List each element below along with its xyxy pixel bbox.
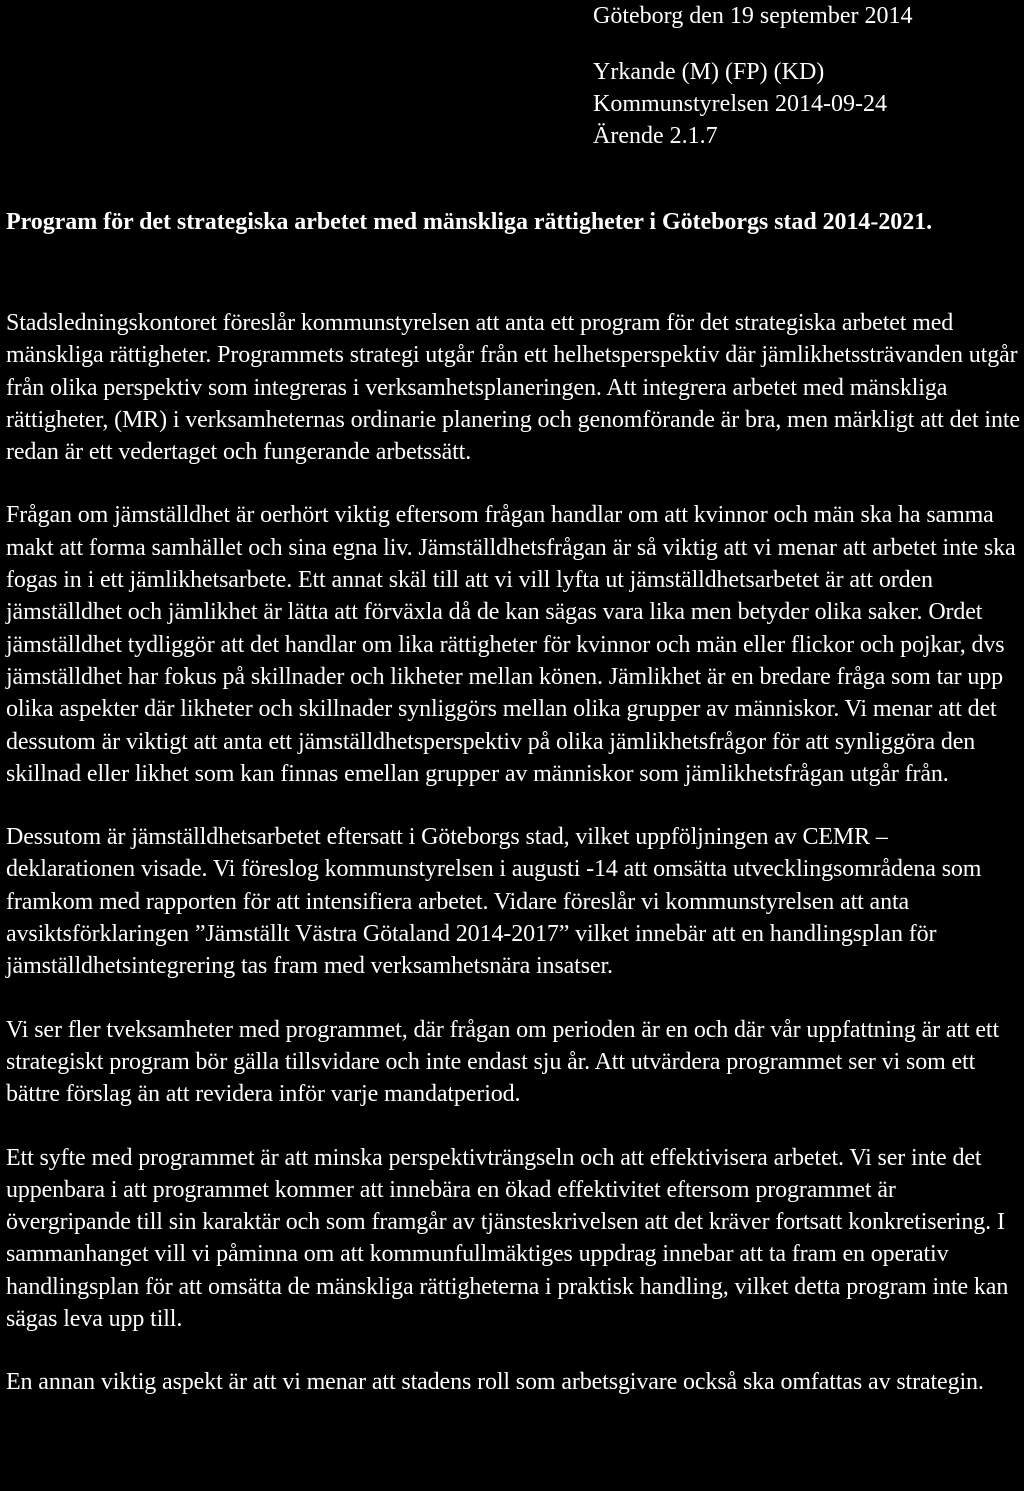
paragraph-5: Ett syfte med programmet är att minska perspektivträngseln och att effektivisera arbetet. Vi ser inte det uppenbara i att programmet kommer att innebära en ökad effektivitet eftersom programmet är övergripande till sin karaktär och som framgår av tjänsteskrivelsen att det kräver fortsatt konkretisering. I sammanhanget vill vi påminna om att kommunfullmäktiges uppdrag innebar att ta fram en operativ handlingsplan för att omsätta de mänskliga rättigheterna i praktisk handling, vilket detta program inte kan sägas leva upp till. [6, 1144, 1009, 1333]
document-header [593, 0, 1013, 152]
paragraph-2: Frågan om jämställdhet är oerhört viktig eftersom frågan handlar om att kvinnor och män ska ha samma makt att forma samhället och sina egna liv. Jämställdhetsfrågan är så viktig att vi menar att arbetet inte ska fogas in i ett jämlikhetsarbete. Ett annat skäl till att vi vill lyfta ut jämställdhetsarbetet är att orden jämställdhet och jämlikhet är lätta att förväxla då de kan sägas vara lika men betyder olika saker. Ordet jämställdhet tydliggör att det handlar om lika rättigheter för kvinnor och män eller flickor och pojkar, dvs jämställdhet har fokus på skillnader och likheter mellan könen. Jämlikhet är en bredare fråga som tar upp olika aspekter där likheter och skillnader synliggörs mellan olika grupper av människor. Vi menar att det dessutom är viktigt att anta ett jämställdhetsperspektiv på olika jämlikhetsfrågor för att synliggöra den skillnad eller likhet som kan finnas emellan grupper av människor som jämlikhetsfrågan utgår från. [6, 502, 1016, 787]
case-line: Ärende 2.1.7 [593, 123, 718, 149]
paragraph-3: Dessutom är jämställdhetsarbetet eftersatt i Göteborgs stad, vilket uppföljningen av CEMR – deklarationen visade. Vi föreslog kommunstyrelsen i augusti -14 att omsätta utvecklingsområdena som framkom med rapporten för att intensifiera arbetet. Vidare föreslår vi kommunstyrelsen att anta avsiktsförklaringen ”Jämställt Västra Götaland 2014-2017” vilket innebär att en handlingsplan för jämställdhetsintegrering tas fram med verksamhetsnära insatser. [6, 824, 982, 980]
document-title: Program för det strategiska arbetet med mänskliga rättigheter i Göteborgs stad 2014-2021. [6, 209, 933, 235]
meeting-line: Kommunstyrelsen 2014-09-24 [593, 91, 887, 117]
paragraph-4: Vi ser fler tveksamheter med programmet, där frågan om perioden är en och där vår uppfattning är att ett strategiskt program bör gälla tillsvidare och inte endast sju år. Att utvärdera programmet ser vi som ett bättre förslag än att revidera inför varje mandatperiod. [6, 1016, 1000, 1108]
document-body [6, 307, 1020, 1430]
paragraph-1: Stadsledningskontoret föreslår kommunstyrelsen att anta ett program för det strategiska arbetet med mänskliga rättigheter. Programmets strategi utgår från ett helhetsperspektiv där jämlikhetssträvanden utgår från olika perspektiv som integreras i verksamhetsplaneringen. Att integrera arbetet med mänskliga rättigheter, (MR) i verksamheternas ordinarie planering och genomförande är bra, men märkligt att det inte redan är ett vedertaget och fungerande arbetssätt. [6, 310, 1020, 466]
paragraph-6: En annan viktig aspekt är att vi menar att stadens roll som arbetsgivare också ska omfattas av strategin. [6, 1369, 984, 1396]
date-line: Göteborg den 19 september 2014 [593, 3, 913, 29]
motion-line: Yrkande (M) (FP) (KD) [593, 59, 825, 85]
